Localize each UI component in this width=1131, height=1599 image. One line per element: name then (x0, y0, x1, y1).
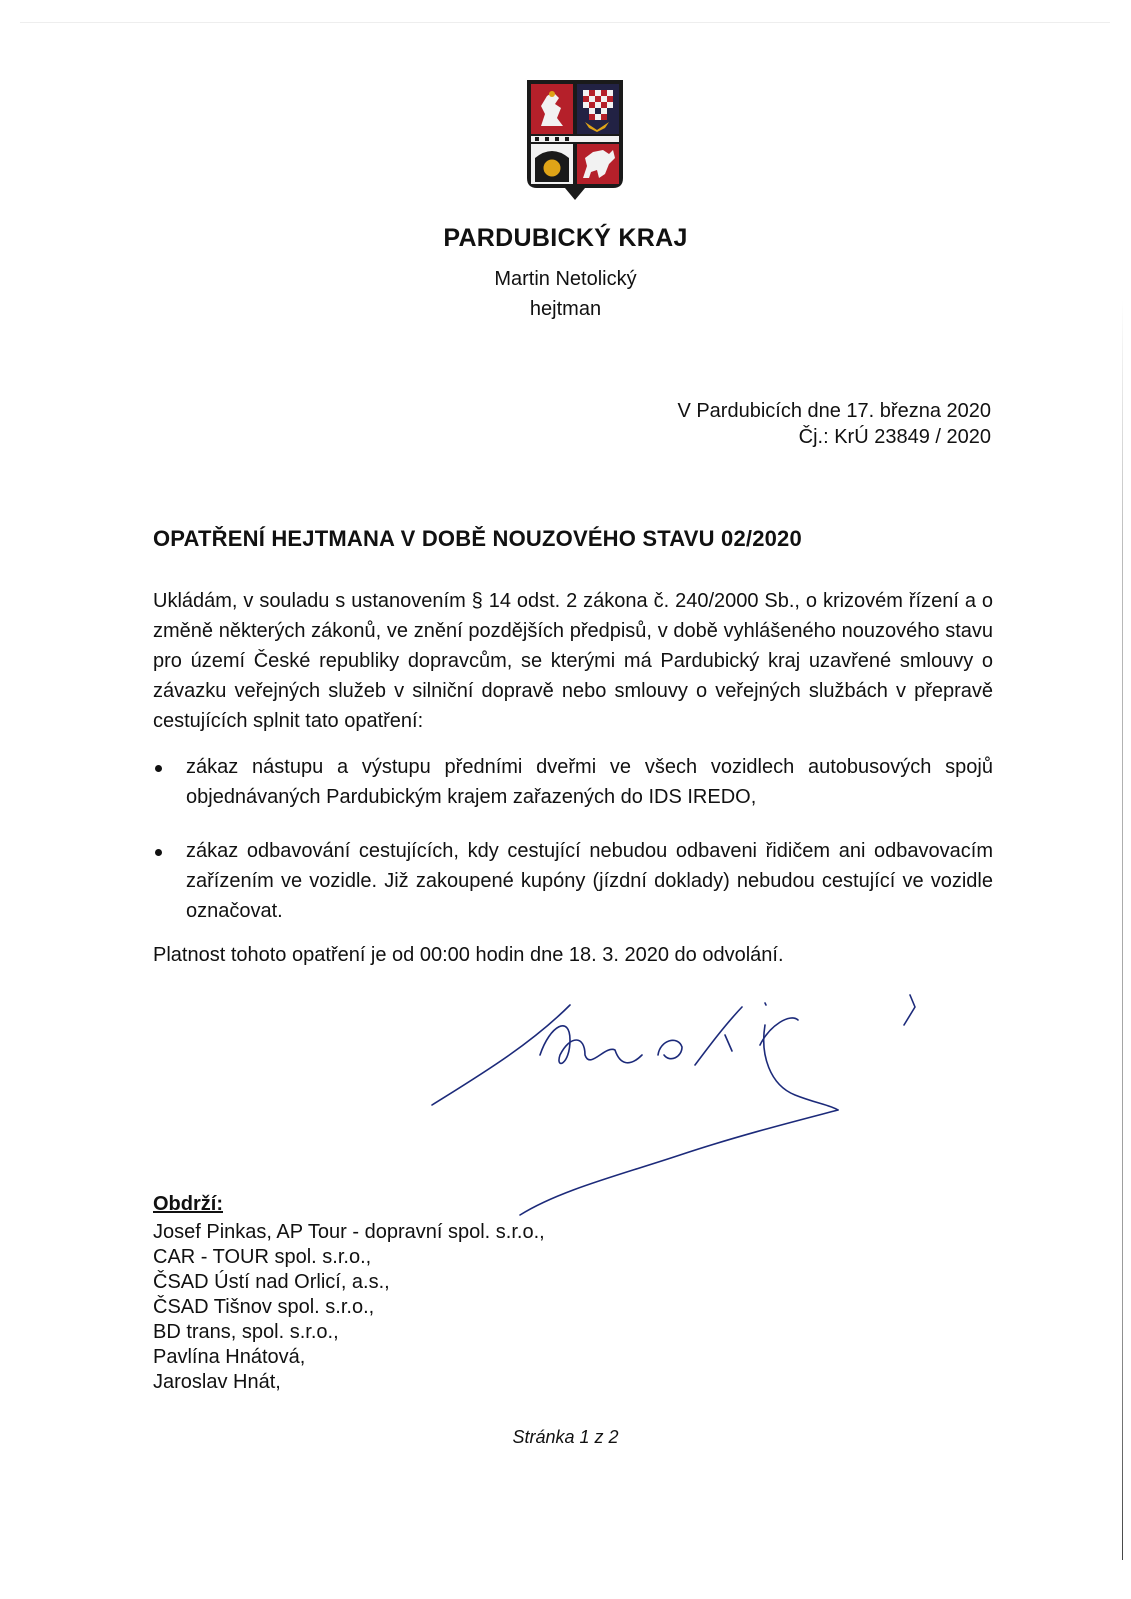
list-item: Josef Pinkas, AP Tour - dopravní spol. s.r.o., (153, 1221, 545, 1243)
document-title: OPATŘENÍ HEJTMANA V DOBĚ NOUZOVÉHO STAVU 02/2020 (153, 526, 802, 551)
recipients-list (153, 1220, 545, 1395)
list-item: CAR - TOUR spol. s.r.o., (153, 1246, 372, 1268)
list-item: BD trans, spol. s.r.o., (153, 1321, 339, 1343)
place-date: V Pardubicích dne 17. března 2020 (677, 400, 991, 422)
reference-number: Čj.: KrÚ 23849 / 2020 (798, 426, 991, 448)
recipients-heading: Obdrží: (153, 1193, 223, 1215)
scan-edge-top (20, 22, 1110, 23)
list-item: Jaroslav Hnát, (153, 1371, 281, 1393)
intro-paragraph: Ukládám, v souladu s ustanovením § 14 odst. 2 zákona č. 240/2000 Sb., o krizovém řízení a o změně některých zákonů, ve znění pozdějších předpisů, v době vyhlášeného nouzového stavu pro území České republiky dopravcům, se kterými má Pardubický kraj uzavřené smlouvy o závazku veřejných služeb v silniční dopravě nebo smlouvy o veřejných službách v přepravě cestujících splnit tato opatření: (153, 590, 993, 732)
list-item (153, 836, 993, 926)
measures-list (153, 752, 993, 950)
measure-text: zákaz nástupu a výstupu předními dveřmi ve všech vozidlech autobusových spojů objednávaných Pardubickým krajem zařazených do IDS IREDO, (186, 756, 993, 808)
scan-edge-right (1122, 300, 1123, 1560)
signature-icon (420, 985, 960, 1225)
organization-name: PARDUBICKÝ KRAJ (443, 224, 688, 252)
measure-text: zákaz odbavování cestujících, kdy cestující nebudou odbaveni řidičem ani odbavovacím zařízením ve vozidle. Již zakoupené kupóny (jízdní doklady) nebudou cestující ve vozidle označovat. (186, 840, 993, 922)
official-name: Martin Netolický (494, 268, 637, 290)
bullet-icon (155, 849, 162, 856)
coat-of-arms-icon (525, 78, 625, 202)
list-item: Pavlína Hnátová, (153, 1346, 306, 1368)
validity-statement: Platnost tohoto opatření je od 00:00 hodin dne 18. 3. 2020 do odvolání. (153, 944, 784, 966)
list-item (153, 752, 993, 812)
list-item: ČSAD Tišnov spol. s.r.o., (153, 1296, 375, 1318)
official-role: hejtman (529, 298, 602, 320)
list-item: ČSAD Ústí nad Orlicí, a.s., (153, 1271, 390, 1293)
bullet-icon (155, 765, 162, 772)
page-number: Stránka 1 z 2 (512, 1427, 619, 1447)
